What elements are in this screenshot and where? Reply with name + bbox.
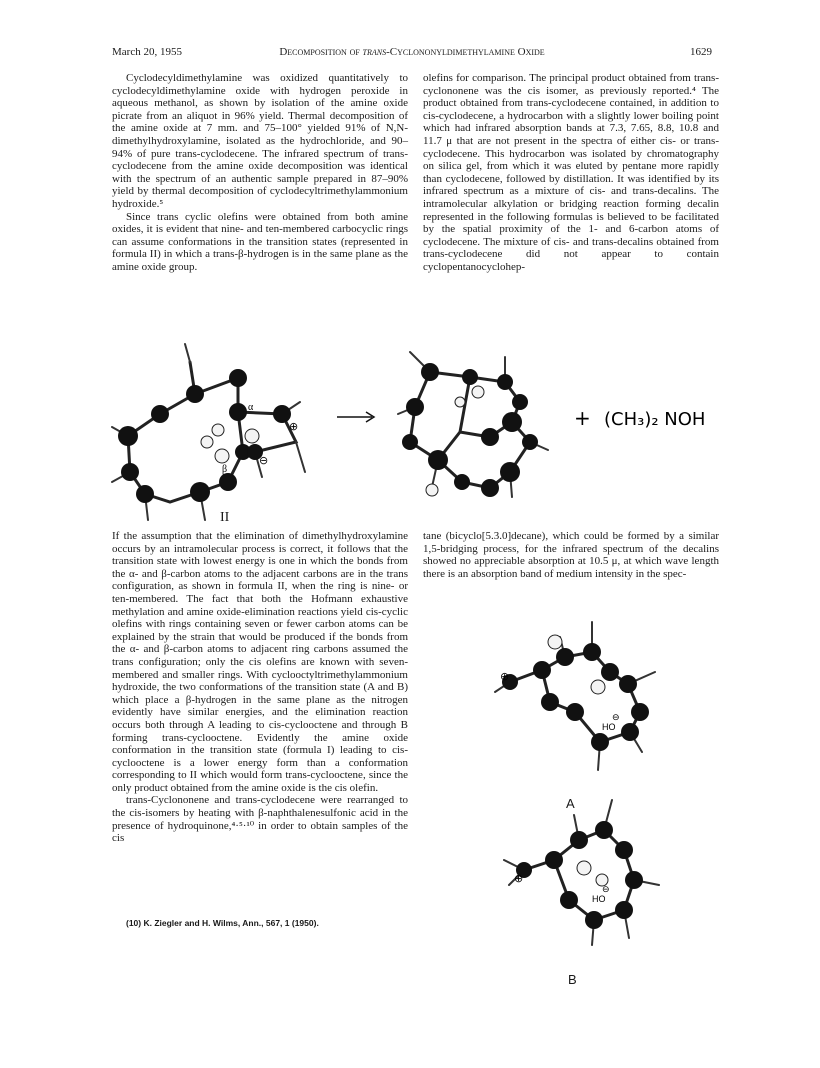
paragraph: If the assumption that the elimination of dimethylhydroxylamine occurs by an intramolecular process is correct, it follows that the transition state with lowest energy is one in which the bonds from the α- and β-carbon atoms to the adjacent carbons are in the trans configuration, as shown in formula II, when the ring is nine- or ten-membered. The fact that both the Hofmann exhaustive methylation and amine oxide-elimination reactions yield cis-cyclic olefins with rings containing seven or fewer carbon atoms can be explained by the strain that would be produced if the bonds from the α- and β-carbon atoms to adjacent ring carbons assumed the trans configuration; only the cis olefins are known with seven-membered and smaller rings. With cyclooctyltrimethylammonium hydroxide, the two conformations of the transition state (A and B) which place a β-hydrogen in the same plane as the nitrogen evidently have similar energies, and the elimination reaction occurs both through A leading to cis-cyclooctene and through B forming trans-cyclooctene. Evidently the amine oxide conformation in the transition state (formula I) leading to cis-cyclooctene is a lower energy form than a conformation corresponding to II which would form trans-cyclooctene, since the only product obtained from the amine oxide is the cis olefin. (112, 530, 408, 794)
molecule-ii (112, 344, 305, 520)
paragraph: trans-Cyclononene and trans-cyclodecene were rearranged to the cis-isomers by heating with β-naphthalenesulfonic acid in the presence of hydroquinone,⁴·⁵·¹⁰ in order to obtain samples of the cis (112, 794, 408, 845)
footnote-10: (10) K. Ziegler and H. Wilms, Ann., 567, 1 (1950). (126, 918, 319, 928)
ho-label: HO (592, 894, 606, 904)
reaction-arrow (337, 412, 374, 422)
plus-charge: ⊕ (289, 420, 299, 433)
body-column-left-bottom (112, 530, 408, 845)
paragraph: tane (bicyclo[5.3.0]decane), which could be formed by a similar 1,5-bridging process, for the infrared spectrum of the decalins showed no appreciable absorption at 10.5 μ, at which wave length there is an absorption band of medium intensity in the spec- (423, 530, 719, 580)
paragraph: Since trans cyclic olefins were obtained from both amine oxides, it is evident that nine- and ten-membered carbocyclic rings can assume conformations in the transition states (represented in formula II) in which a trans-β-hydrogen is in the same plane as the amine oxide group. (112, 210, 408, 273)
minus-charge: ⊖ (602, 885, 610, 895)
body-column-right-bottom (423, 530, 719, 580)
beta-label: β (222, 464, 228, 475)
alpha-label: α (248, 402, 254, 413)
molecule-decalin (398, 352, 548, 497)
plus-charge: ⊕ (514, 872, 524, 885)
body-column-right-top (423, 72, 719, 274)
ho-label: HO (602, 722, 616, 732)
figure-label-b: B (568, 972, 577, 987)
formula-label-ii: II (220, 510, 230, 525)
paragraph: olefins for comparison. The principal product obtained from trans-cyclononene was the cis isomer, as previously reported.⁴ The product obtained from trans-cyclodecene contained, in addition to cis-cyclodecene, a hydrocarbon with a slightly lower boiling point which had infrared absorption bands at 7.3, 7.65, 8.8, 10.8 and 11.7 μ that are not present in the spectra of either cis- or trans-cyclodecene. This hydrocarbon was isolated by chromatography on silica gel, from which it was eluted by pentane more rapidly than cyclodecene, followed by distillation. It was identified by its infrared spectrum as a mixture of cis- and trans-decalins. The intramolecular alkylation or bridging reaction forming decalin represented in the following formulas is believed to be facilitated by the spatial proximity of the 1- and 6-carbon atoms of cyclodecene. The mixture of cis- and trans-decalins obtained from trans-cyclodecene did not appear to contain cyclopentanocyclohep- (423, 72, 719, 273)
plus-sign: + (574, 406, 591, 430)
minus-charge: ⊖ (259, 454, 269, 467)
paragraph: Cyclodecyldimethylamine was oxidized quantitatively to cyclodecyldimethylamine oxide with hydrogen peroxide in aqueous methanol, as shown by isolation of the amine oxide picrate from an aliquot in 96% yield. Thermal decomposition of the amine oxide at 7 mm. and 75–100° yielded 91% of N,N-dimethylhydroxylamine, isolated as the hydrochloride, and 90–94% of pure trans-cyclodecene. The infrared spectrum of trans-cyclodecene from the amine oxide decomposition was identical with the spectrum of an authentic sample prepared in 87–90% yield by thermal decomposition of cyclodecyltrimethylammonium hydroxide.⁵ (112, 72, 408, 210)
minus-charge: ⊖ (612, 713, 620, 723)
plus-charge: ⊕ (500, 670, 510, 683)
figure-a (480, 612, 680, 772)
page-number: 1629 (690, 46, 712, 58)
header-title: Decomposition of trans-Cyclononyldimethylamine Oxide (279, 46, 545, 58)
figure-label-a: A (566, 796, 575, 811)
running-header (112, 46, 712, 62)
product-formula: (CH₃)₂ NOH (604, 409, 706, 430)
figure-b (484, 790, 684, 950)
body-column-left-top (112, 72, 408, 274)
header-date: March 20, 1955 (112, 46, 182, 58)
figure-formula-ii (0, 332, 820, 532)
